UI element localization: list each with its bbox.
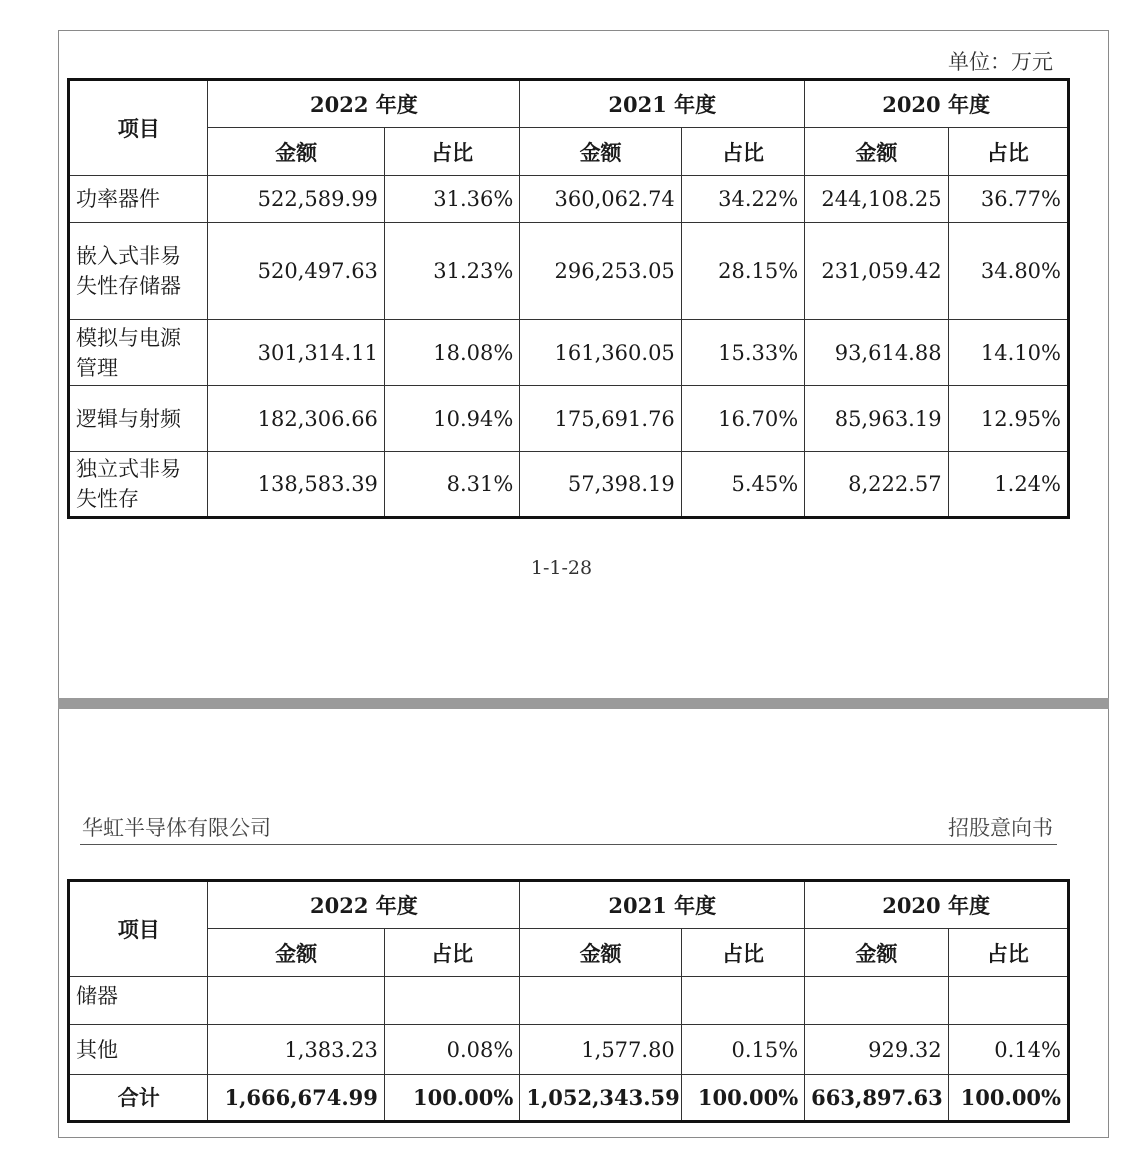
table-row [69, 386, 1069, 452]
cell-amount [805, 977, 948, 1025]
header-amount: 金额 [208, 128, 385, 176]
header-amount: 金额 [520, 128, 681, 176]
row-name: 逻辑与射频 [69, 386, 208, 452]
cell-amount: 244,108.25 [805, 176, 948, 223]
cell-ratio [948, 977, 1068, 1025]
header-amount: 金额 [805, 929, 948, 977]
cell-ratio: 34.22% [681, 176, 804, 223]
row-name: 嵌入式非易失性存储器 [69, 223, 208, 320]
cell-amount: 929.32 [805, 1025, 948, 1075]
header-rule [80, 844, 1057, 845]
header-amount: 金额 [805, 128, 948, 176]
cell-ratio: 100.00% [384, 1075, 519, 1122]
cell-ratio: 8.31% [384, 452, 519, 518]
page-separator [58, 698, 1109, 709]
cell-ratio: 100.00% [681, 1075, 804, 1122]
cell-amount [520, 977, 681, 1025]
revenue-table-part-1 [67, 78, 1070, 519]
row-name: 模拟与电源管理 [69, 320, 208, 386]
table-row [69, 176, 1069, 223]
header-amount: 金额 [208, 929, 385, 977]
header-ratio: 占比 [948, 929, 1068, 977]
cell-amount: 1,052,343.59 [520, 1075, 681, 1122]
cell-amount: 85,963.19 [805, 386, 948, 452]
cell-amount: 182,306.66 [208, 386, 385, 452]
cell-ratio: 5.45% [681, 452, 804, 518]
table-row [69, 977, 1069, 1025]
cell-amount: 1,383.23 [208, 1025, 385, 1075]
cell-amount: 663,897.63 [805, 1075, 948, 1122]
cell-ratio [384, 977, 519, 1025]
header-year-2020: 2020 年度 [805, 80, 1069, 128]
cell-ratio: 10.94% [384, 386, 519, 452]
cell-ratio: 14.10% [948, 320, 1068, 386]
unit-label: 单位：万元 [948, 50, 1053, 74]
header-document-title: 招股意向书 [948, 816, 1053, 840]
header-year-2022: 2022 年度 [208, 881, 520, 929]
table-row [69, 452, 1069, 518]
cell-amount: 8,222.57 [805, 452, 948, 518]
cell-amount: 1,577.80 [520, 1025, 681, 1075]
cell-ratio: 100.00% [948, 1075, 1068, 1122]
revenue-table-part-2 [67, 879, 1070, 1123]
total-row [69, 1075, 1069, 1122]
header-year-2021: 2021 年度 [520, 80, 805, 128]
cell-ratio: 28.15% [681, 223, 804, 320]
cell-amount: 93,614.88 [805, 320, 948, 386]
cell-ratio: 0.15% [681, 1025, 804, 1075]
page-number: 1-1-28 [530, 557, 593, 579]
header-ratio: 占比 [384, 128, 519, 176]
table-row [69, 223, 1069, 320]
header-item: 项目 [69, 881, 208, 977]
header-company-name: 华虹半导体有限公司 [82, 816, 271, 840]
header-ratio: 占比 [681, 929, 804, 977]
row-name: 其他 [69, 1025, 208, 1075]
table-row [69, 1025, 1069, 1075]
cell-amount [208, 977, 385, 1025]
cell-amount: 301,314.11 [208, 320, 385, 386]
cell-amount: 57,398.19 [520, 452, 681, 518]
cell-amount: 175,691.76 [520, 386, 681, 452]
cell-amount: 138,583.39 [208, 452, 385, 518]
cell-ratio: 16.70% [681, 386, 804, 452]
cell-ratio: 1.24% [948, 452, 1068, 518]
cell-amount: 1,666,674.99 [208, 1075, 385, 1122]
cell-ratio: 15.33% [681, 320, 804, 386]
header-ratio: 占比 [948, 128, 1068, 176]
header-year-2022: 2022 年度 [208, 80, 520, 128]
cell-ratio: 36.77% [948, 176, 1068, 223]
header-item: 项目 [69, 80, 208, 176]
header-year-2021: 2021 年度 [520, 881, 805, 929]
cell-ratio: 31.36% [384, 176, 519, 223]
cell-amount: 161,360.05 [520, 320, 681, 386]
header-ratio: 占比 [384, 929, 519, 977]
header-ratio: 占比 [681, 128, 804, 176]
cell-amount: 520,497.63 [208, 223, 385, 320]
cell-ratio: 0.08% [384, 1025, 519, 1075]
header-year-2020: 2020 年度 [805, 881, 1069, 929]
cell-amount: 522,589.99 [208, 176, 385, 223]
row-name: 储器 [69, 977, 208, 1025]
row-name: 功率器件 [69, 176, 208, 223]
cell-ratio: 18.08% [384, 320, 519, 386]
table-row [69, 320, 1069, 386]
header-amount: 金额 [520, 929, 681, 977]
cell-ratio: 34.80% [948, 223, 1068, 320]
cell-ratio: 12.95% [948, 386, 1068, 452]
cell-ratio: 31.23% [384, 223, 519, 320]
cell-amount: 360,062.74 [520, 176, 681, 223]
cell-amount: 231,059.42 [805, 223, 948, 320]
row-name: 合计 [69, 1075, 208, 1122]
cell-ratio [681, 977, 804, 1025]
row-name: 独立式非易失性存 [69, 452, 208, 518]
cell-ratio: 0.14% [948, 1025, 1068, 1075]
cell-amount: 296,253.05 [520, 223, 681, 320]
